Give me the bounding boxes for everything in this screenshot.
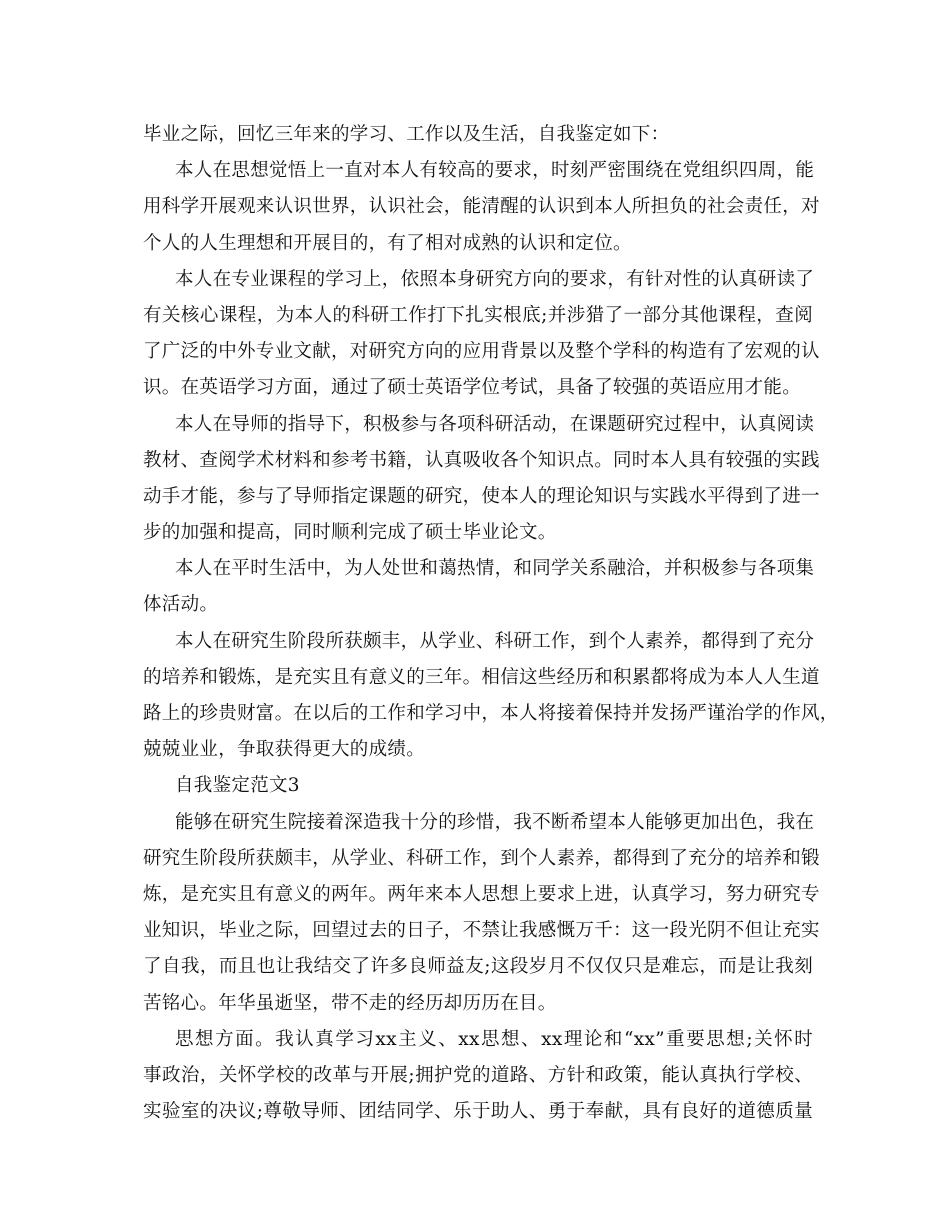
text-line: 本人在平时生活中，为人处世和蔼热情，和同学关系融洽，并积极参与各项集 [175,558,815,580]
text-line: 个人的人生理想和开展目的，有了相对成熟的认识和定位。 [143,232,632,254]
text-line: 教材、查阅学术材料和参考书籍，认真吸收各个知识点。同时本人具有较强的实践 [143,449,820,471]
text-line: 思想方面。我认真学习xx主义、xx思想、xx理论和“xx”重要思想;关怀时 [175,1028,813,1050]
section-heading: 自我鉴定范文3 [175,775,300,797]
text-line: 实验室的决议;尊敬导师、团结同学、乐于助人、勇于奉献，具有良好的道德质量 [143,1101,813,1123]
text-line: 兢兢业业，争取获得更大的成绩。 [143,739,426,761]
text-line: 苦铭心。年华虽逝坚，带不走的经历却历历在目。 [143,992,557,1014]
text-line: 研究生阶段所获颇丰，从学业、科研工作，到个人素养，都得到了充分的培养和锻 [143,847,820,869]
text-line: 炼，是充实且有意义的两年。两年来本人思想上要求上进，认真学习，努力研究专 [143,883,820,905]
text-line: 识。在英语学习方面，通过了硕士英语学位考试，具备了较强的英语应用才能。 [143,377,802,399]
text-line: 体活动。 [143,594,219,616]
text-line: 有关核心课程，为本人的科研工作打下扎实根底;并涉猎了一部分其他课程，查阅 [143,304,813,326]
text-line: 了广泛的中外专业文献，对研究方向的应用背景以及整个学科的构造有了宏观的认 [143,341,820,363]
text-line: 本人在专业课程的学习上，依照本身研究方向的要求，有针对性的认真研读了 [175,268,815,290]
text-line: 的培养和锻炼，是充实且有意义的三年。相信这些经历和积累都将成为本人人生道 [143,666,820,688]
text-line: 路上的珍贵财富。在以后的工作和学习中，本人将接着保持并发扬严谨治学的作风， [143,703,839,724]
text-line: 用科学开展观来认识世界，认识社会，能清醒的认识到本人所担负的社会责任，对 [143,196,820,218]
text-line: 本人在研究生阶段所获颇丰，从学业、科研工作，到个人素养，都得到了充分 [175,630,815,652]
text-line: 动手才能，参与了导师指定课题的研究，使本人的理论知识与实践水平得到了进一 [143,485,820,507]
text-line: 本人在导师的指导下，积极参与各项科研活动，在课题研究过程中，认真阅读 [175,413,815,435]
document-body [143,117,839,1130]
text-line: 毕业之际，回忆三年来的学习、工作以及生活，自我鉴定如下： [143,124,670,145]
text-line: 步的加强和提高，同时顺利完成了硕士毕业论文。 [143,522,557,544]
text-line: 事政治，关怀学校的改革与开展;拥护党的道路、方针和政策，能认真执行学校、 [143,1064,813,1086]
text-line: 本人在思想觉悟上一直对本人有较高的要求，时刻严密围绕在党组织四周，能 [175,160,815,182]
text-line: 能够在研究生院接着深造我十分的珍惜，我不断希望本人能够更加出色，我在 [175,811,815,833]
text-line: 了自我，而且也让我结交了许多良师益友;这段岁月不仅仅只是难忘，而是让我刻 [143,956,813,978]
text-line: 业知识，毕业之际，回望过去的日子，不禁让我感慨万千：这一段光阴不但让充实 [143,920,820,942]
